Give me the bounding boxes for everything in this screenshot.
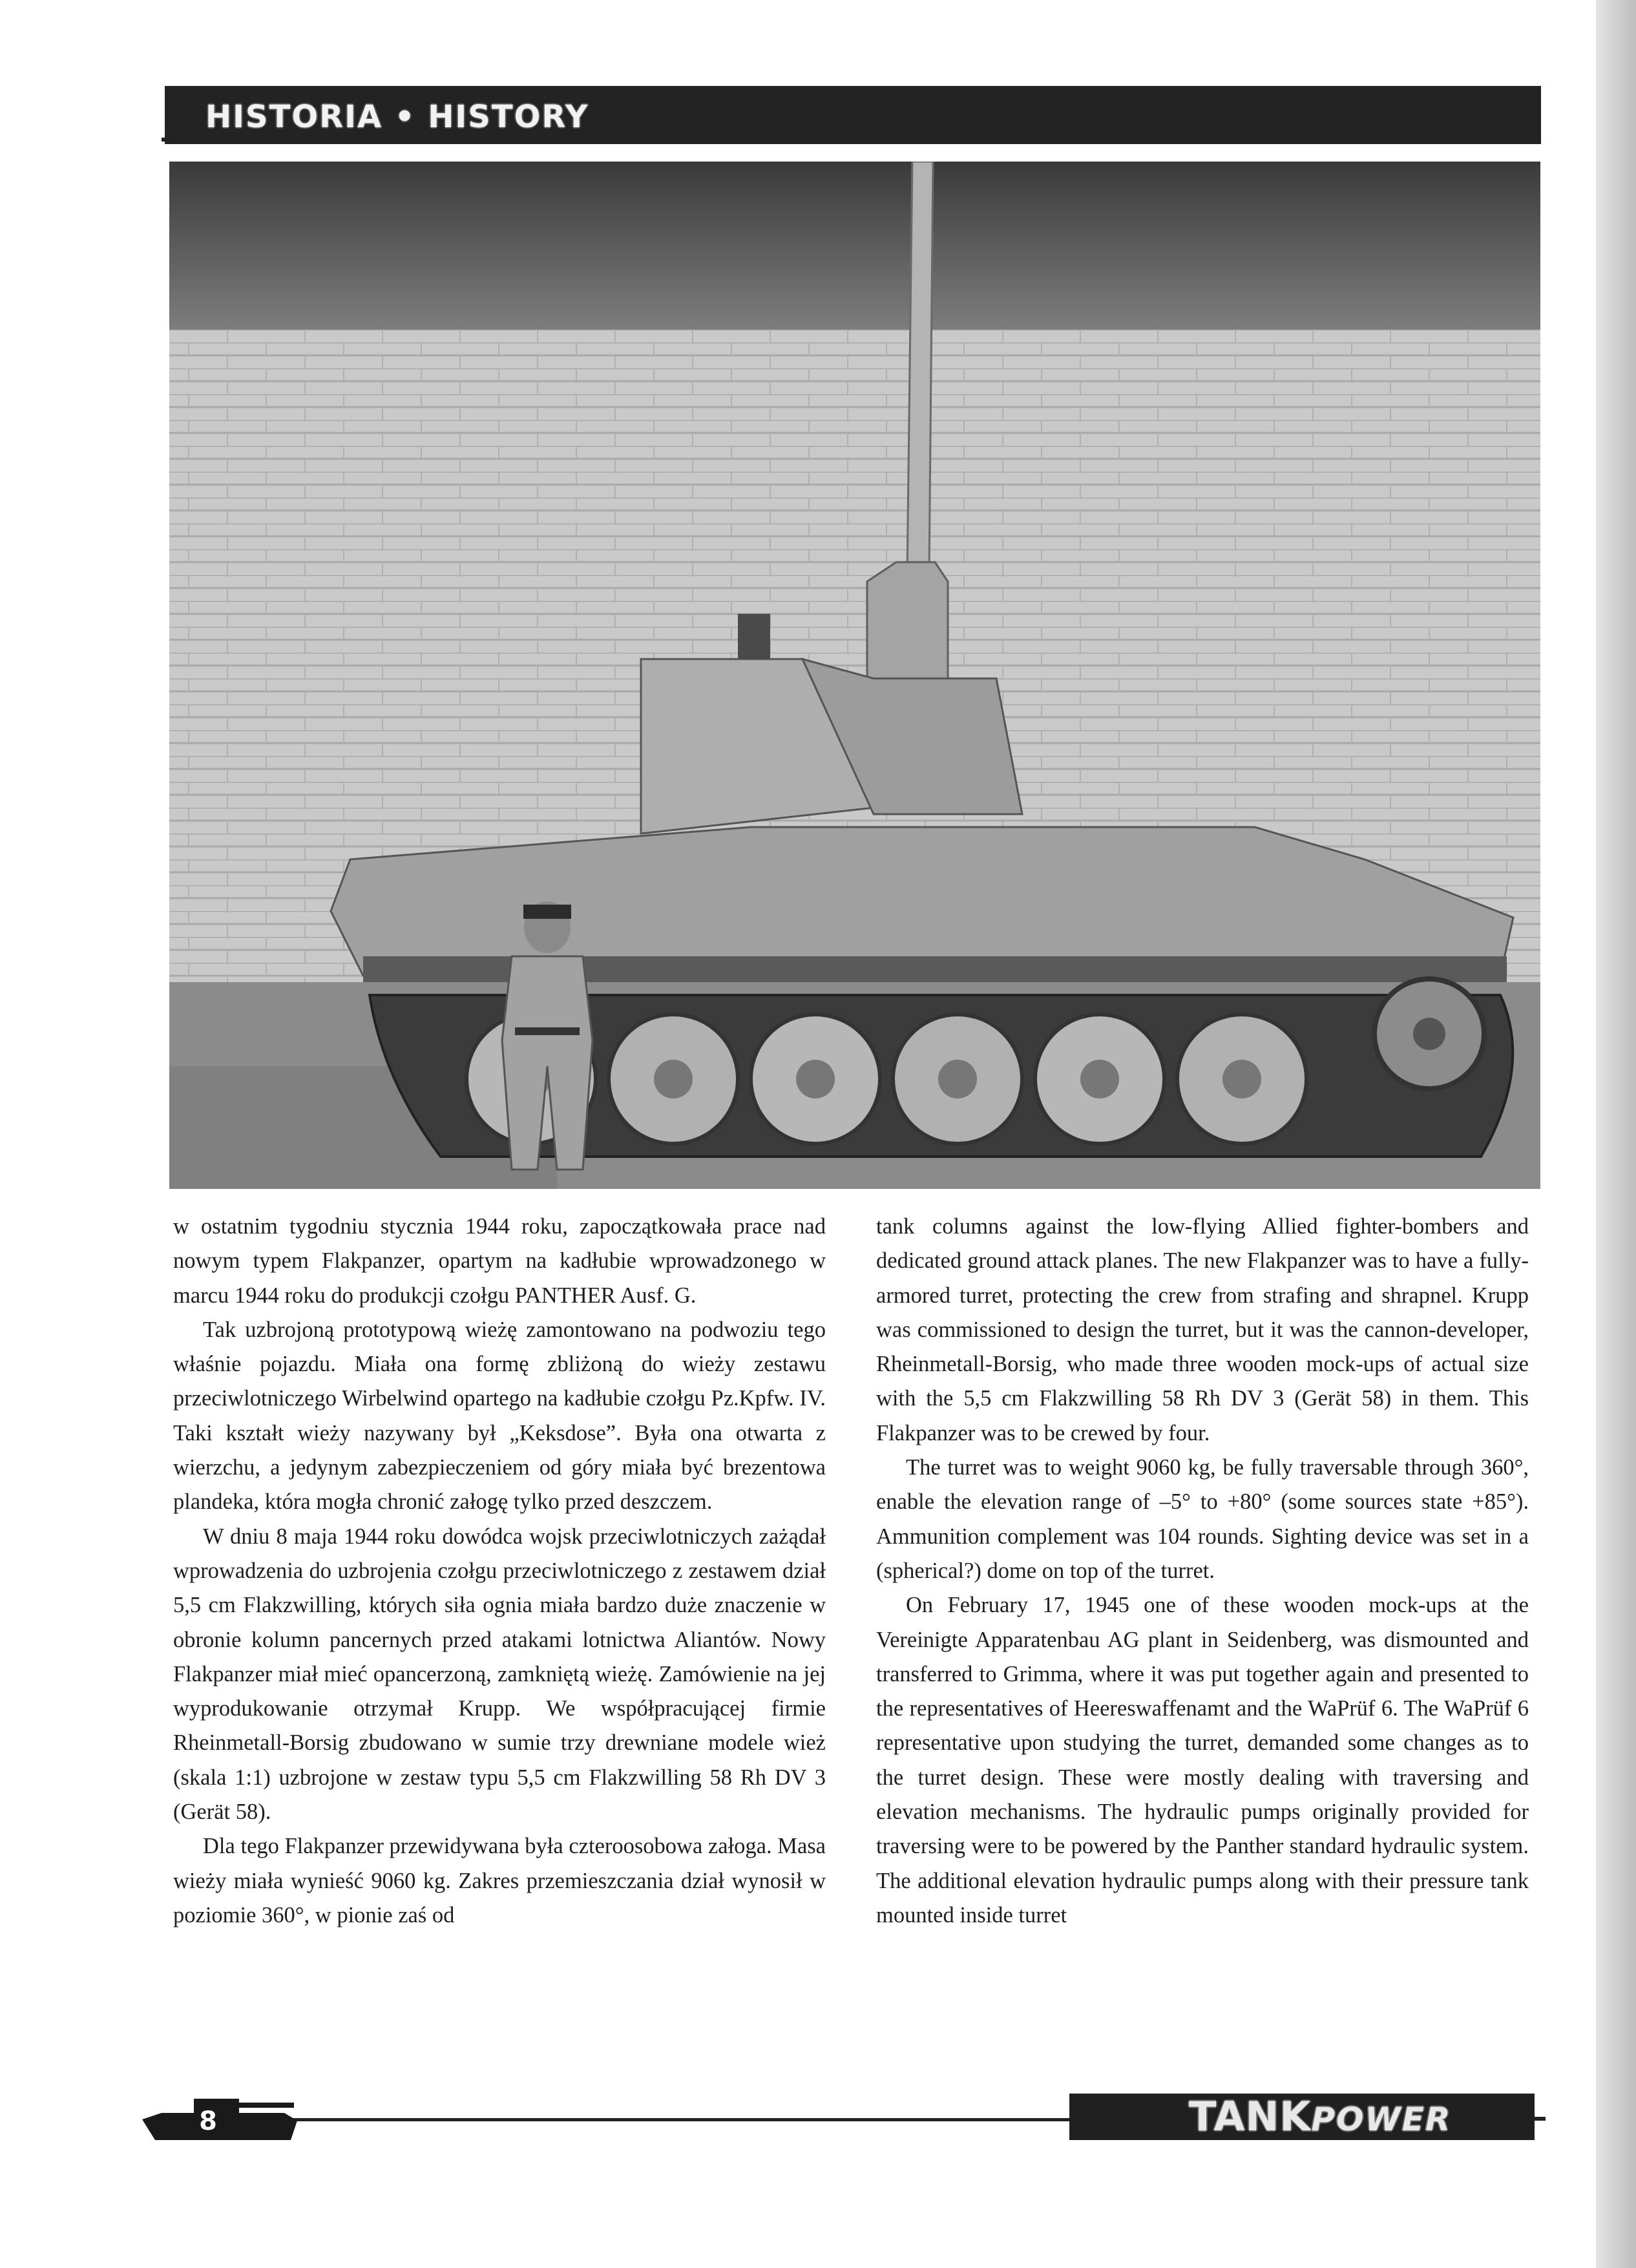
paragraph: Dla tego Flakpanzer przewidywana była czteroosobowa załoga. Masa wieży miała wynieść 9060 kg. Zakres przemieszczania dział wynosił w poziomie 360°, w pionie zaś od (173, 1834, 826, 1927)
header-rule-tick (162, 138, 177, 142)
article-column-polish (173, 1210, 826, 1933)
page-edge-shadow (1596, 0, 1636, 2268)
logo-tank-text: TANK (1189, 2093, 1312, 2140)
gun-barrel (907, 162, 933, 575)
paragraph: The turret was to weight 9060 kg, be fully traversable through 360°, enable the elevation range of –5° to +80° (some sources state +85°). Ammunition complement was 104 rounds. Sighting device was set in a (spherical?) dome on top of the turret. (876, 1455, 1529, 1583)
dark-upper-wall (169, 162, 1540, 330)
footer-rule-tick (1531, 2117, 1546, 2121)
paragraph: W dniu 8 maja 1944 roku dowódca wojsk przeciwlotniczych zażądał wprowadzenia do uzbrojenia czołgu przeciwlotniczego z zestawem dział 5,5 cm Flakzwilling, których siła ognia miała bardzo duże znaczenie w obronie kolumn pancernych przed atakami lotnictwa Aliantów. Nowy Flakpanzer miał mieć opancerzoną, zamkniętą wieżę. Zamówienie na jej wyprodukowanie otrzymał Krupp. We współpracującej firmie Rheinmetall-Borsig zbudowano w sumie trzy drewniane modele wież (skala 1:1) uzbrojone w zestaw typu 5,5 cm Flakzwilling 58 Rh DV 3 (Gerät 58). (173, 1524, 826, 1825)
paragraph: w ostatnim tygodniu stycznia 1944 roku, zapoczątkowała prace nad nowym typem Flakpanzer, opartym na kadłubie wprowadzonego w marcu 1944 roku do produkcji czołgu PANTHER Ausf. G. (173, 1214, 826, 1308)
paragraph: tank columns against the low-flying Allied fighter-bombers and dedicated ground attack planes. The new Flakpanzer was to have a fully-armored turret, protecting the crew from strafing and shrapnel. Krupp was commissioned to design the turret, but it was the cannon-developer, Rheinmetall-Borsig, who made three wooden mock-ups of actual size with the 5,5 cm Flakzwilling 58 Rh DV 3 (Gerät 58) in them. This Flakpanzer was to be crewed by four. (876, 1214, 1529, 1445)
sight-dome (738, 614, 770, 659)
paragraph: On February 17, 1945 one of these wooden mock-ups at the Vereinigte Apparatenbau AG plant in Seidenberg, was dismounted and transferred to Grimma, where it was put together again and presented to the representatives of Heereswaffenamt and the WaPrüf 6. The WaPrüf 6 representative upon studying the turret, demanded some changes as to the turret design. These were mostly dealing with traversing and elevation mechanisms. The hydraulic pumps originally provided for traversing were to be powered by the Panther standard hydraulic system. The additional elevation hydraulic pumps along with their pressure tank mounted inside turret (876, 1593, 1529, 1927)
section-title: HISTORIA • HISTORY (205, 99, 589, 135)
footer-rule (194, 2118, 1073, 2121)
page-number: 8 (199, 2106, 217, 2136)
logo-power-text: POWER (1311, 2101, 1452, 2138)
article-column-english (876, 1210, 1529, 1933)
tank-photo-drawing (169, 162, 1540, 1189)
tankpower-logo (1189, 2091, 1451, 2143)
paragraph: Tak uzbrojoną prototypową wieżę zamontowano na podwoziu tego właśnie pojazdu. Miała ona formę zbliżoną do wieży zestawu przeciwlotniczego Wirbelwind opartego na kadłubie czołgu Pz.Kpfw. IV. Taki kształt wieży nazywany był „Keksdose”. Była ona otwarta z wierzchu, a jedynym zabezpieczeniem od góry miała być brezentowa plandeka, która mogła chronić załogę tylko przed deszczem. (173, 1317, 826, 1515)
tank-photo (169, 162, 1540, 1189)
